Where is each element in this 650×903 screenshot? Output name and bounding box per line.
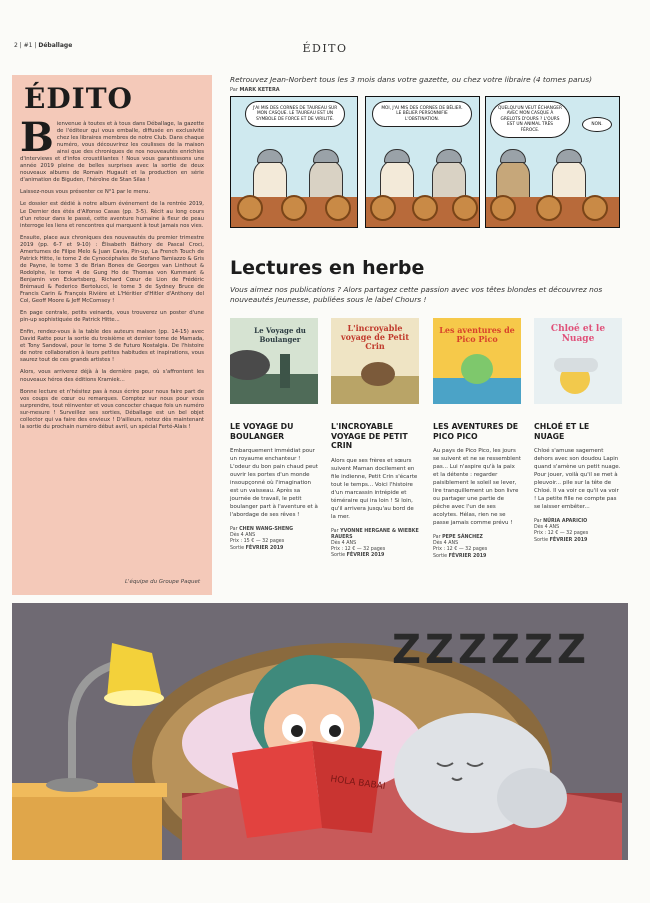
book-age: Dès 4 ANS	[230, 533, 256, 539]
book-title: L'INCROYABLE VOYAGE DE PETIT CRIN	[331, 422, 408, 450]
illustration-art	[12, 603, 628, 860]
book-release: FÉVRIER 2019	[549, 537, 588, 543]
edito-paragraph: Alors, vous arriverez déjà à la dernière page, où s'affrontent les nouveaux héros des éditions Kramiek...	[20, 369, 204, 383]
edito-box	[12, 75, 212, 595]
horned-helmet-icon	[313, 149, 339, 163]
book-meta: Par CHEN WANG-SHENG Dès 4 ANS Prix : 15 € — 32 pages Sortie FÉVRIER 2019	[230, 527, 318, 552]
cover-title: Chloé et le Nuage	[550, 324, 606, 344]
book-cover-text: HOLA BABAI	[329, 774, 386, 793]
strip-author: MARK KETERA	[239, 87, 280, 93]
horned-helmet-icon	[556, 149, 582, 163]
horned-helmet-icon	[257, 149, 283, 163]
edito-paragraph: Enfin, rendez-vous à la table des auteurs maison (pp. 14-15) avec David Ratte pour la sortie du troisième et dernier tome de Mamada, et Tony Sandoval, pour le tome 3 de Futuro Nostalgia. De l'histoire de notre collaboration à leurs petites habitudes et inspirations, vous saurez tout de ces grands artistes !	[20, 329, 204, 364]
speech-bubble: MOI, J'AI MIS DES CORNES DE BÉLIER. LE BÉLIER PERSONNIFIE L'OBSTINATION.	[372, 101, 472, 127]
cover-title: L'incroyable voyage de Petit Crin	[340, 323, 410, 351]
shield-icon	[452, 195, 478, 221]
book-price: Prix : 15 € — 32 pages	[230, 539, 285, 545]
book-cover	[433, 318, 521, 404]
book-price: Prix : 12 € — 32 pages	[433, 547, 488, 553]
speech-bubble: J'AI MIS DES CORNES DE TAUREAU SUR MON CASQUE. LE TAUREAU EST UN SYMBOLE DE FORCE ET DE VIRILITÉ.	[245, 101, 345, 127]
strip-intro: Retrouvez Jean-Norbert tous les 3 mois dans votre gazette, ou chez votre libraire (4 tomes parus)	[230, 75, 592, 84]
book-card	[433, 318, 521, 560]
cover-title: Les aventures de Pico Pico	[439, 325, 515, 344]
cloud-icon	[554, 358, 598, 372]
edito-paragraph: Bienvenue à toutes et à tous dans Déballage, la gazette de l'éditeur qui vous emballe, diffusée en exclusivité chez les libraires membres de notre Club. Dans chaque numéro, vous découvrirez les coulisses de la maison ainsi que des chroniques de nos nouveautés enrichies d'interviews et d'infos croustillantes ! Nous vous garantissons une année 2019 pleine de belles surprises avec la sortie de deux nouveaux albums de Romain Hugault et la production en série d'animation de Biguden, l'héroïne de Stan Silas !	[20, 114, 204, 184]
comic-panel-2	[365, 96, 480, 228]
edito-text	[20, 114, 204, 431]
sleep-zzz-text: ZZZZZZ	[392, 627, 591, 673]
shield-icon	[325, 195, 351, 221]
boar-icon	[361, 362, 395, 386]
edito-paragraph: Laissez-nous vous présenter ce N°1 par le menu.	[20, 189, 151, 196]
shield-icon	[281, 195, 307, 221]
magazine-name: Déballage	[38, 42, 73, 49]
edito-paragraph: Ensuite, place aux chroniques des nouveautés du premier trimestre 2019 (pp. 6-7 et 9-10) : Élisabeth Báthory de Pascal Croci, Amertumes de Filipe Melo & Juan Cavia, Pin-up, La French Touch de Patrick Hitte, le tome 2 de Cynocéphales de Stefano Tamiazzo & Gris de Payne, le tome 3 de Brian Bones de Georges van Linthout & Rodolphe, le tome 4 de Gung Ho de Thomas von Kummant & Benjamin von Eckartsberg, Richard Cœur de Lion de Frédéric Brémaud & Federico Bertolucci, le tome 3 de Sydney Bruce de Francis Carin & François Rivière et L'Héritier d'Hitler d'Anthony del Col, Geoff Moore & Jeff McComsey !	[20, 234, 204, 305]
cover-title: Le Voyage du Boulanger	[254, 326, 306, 344]
book-age: Dès 4 ANS	[331, 540, 357, 546]
book-meta: Par PEPE SÁNCHEZ Dès 4 ANS Prix : 12 € — 32 pages Sortie FÉVRIER 2019	[433, 535, 521, 560]
edito-paragraph: Bonne lecture et n'hésitez pas à nous écrire pour nous faire part de vos coups de cœur ou remarques. Comptez sur nous pour vous surprendre, tout réinventer et vous concocter chaque fois un numéro sur-mesure ! Surveillez ses sorties, Déballage est un bel objet collector qui va faire des envieux ! D'ailleurs, notez dès maintenant la sortie du prochain numéro début avril, un spécial Ferté-Alais !	[20, 388, 204, 430]
shield-icon	[412, 195, 438, 221]
pico-character-icon	[461, 354, 493, 384]
book-description: Alors que ses frères et sœurs suivent Maman docilement en file indienne, Petit Crin s'écarte tout le temps... Voici l'histoire d'un marcassin intrépide et téméraire qui ira loin ! Si loin, qu'il arrivera jusqu'au bord de la mer.	[331, 457, 418, 520]
book-description: Embarquement immédiat pour un royaume enchanteur ! L'odeur du bon pain chaud peut ouvrir les portes d'un monde insoupçonné où l'imagination est un vaisseau. Après sa journée de travail, le petit boulanger part à l'aventure et à l'abordage de ses rêves !	[230, 448, 318, 518]
book-meta: Par YVONNE HERGANE & WIEBKE RAUERS Dès 4 ANS Prix : 12 € — 32 pages Sortie FÉVRIER 2019	[331, 528, 419, 559]
book-release: FÉVRIER 2019	[448, 553, 487, 559]
shield-icon	[536, 195, 562, 221]
book-cover	[331, 318, 419, 404]
book-price: Prix : 12 € — 32 pages	[534, 531, 589, 537]
edito-signature: L'équipe du Groupe Paquet	[124, 579, 200, 585]
speech-bubble: NON.	[582, 117, 612, 132]
shield-icon	[490, 195, 516, 221]
book-description: Chloé s'amuse sagement dehors avec son doudou Lapin quand s'amène un petit nuage. Pour jouer, voilà qu'il se met à pleuvoir... pile sur la tête de Chloé. Il va voir ce qu'il va voir ! La petite fille ne compte pas se laisser embêter...	[534, 448, 621, 510]
book-age: Dès 4 ANS	[534, 525, 560, 531]
book-author: CHEN WANG-SHENG	[239, 527, 294, 532]
book-author: YVONNE HERGANE & WIEBKE RAUERS	[331, 528, 419, 540]
book-release: FÉVRIER 2019	[346, 553, 385, 559]
book-description: Au pays de Pico Pico, les jours se suivent et ne se ressemblent pas... Lui n'aspire qu'à la paix et la détente : regarder paisiblement le soleil se lever, lire tranquillement un bon livre ou partager une partie de pêche avec l'un de ses acolytes. Hélas, rien ne se passe jamais comme prévu !	[433, 448, 521, 526]
horned-helmet-icon	[384, 149, 410, 163]
tower-icon	[280, 354, 290, 388]
section-heading: Lectures en herbe	[230, 257, 425, 279]
edito-paragraph: Le dossier est dédié à notre album événement de la rentrée 2019, Le Dernier des étés d'Alfonso Casas (pp. 3-5). Récit au long cours d'un retour dans le passé, cette aventure humaine à fleur de peau interroge les liens et rencontres qui marquent à tout jamais nos vies.	[20, 201, 204, 229]
book-author: PEPE SÁNCHEZ	[442, 535, 483, 540]
book-title: LES AVENTURES DE PICO PICO	[433, 422, 519, 441]
comic-panel-3	[485, 96, 620, 228]
book-title: CHLOÉ ET LE NUAGE	[534, 422, 590, 441]
red-book-icon	[232, 741, 386, 838]
comic-panel-1	[230, 96, 358, 228]
section-title: ÉDITO	[302, 42, 348, 55]
book-card	[331, 318, 419, 560]
book-title: LE VOYAGE DU BOULANGER	[230, 422, 294, 441]
shield-icon	[237, 195, 263, 221]
book-release: FÉVRIER 2019	[245, 545, 284, 551]
drop-cap: B	[20, 114, 54, 161]
shield-icon	[370, 195, 396, 221]
book-card	[230, 318, 318, 552]
page-ref: 2 | #1 |	[14, 42, 37, 49]
horned-helmet-icon	[436, 149, 462, 163]
book-author: NÚRIA APARICIO	[543, 519, 588, 524]
strip-credit: Par MARK KETERA	[230, 87, 280, 93]
edito-paragraph: En page centrale, petits veinards, vous trouverez un poster d'une pin-up sophistiquée de Patrick Hitte...	[20, 310, 204, 324]
book-card	[534, 318, 622, 544]
shield-icon	[582, 195, 608, 221]
edito-title: ÉDITO	[24, 82, 133, 115]
speech-bubble: QUELQU'UN VEUT ÉCHANGER AVEC MON CASQUE À GRELOTS D'OURS ? L'OURS EST UN ANIMAL TRÈS FÉROCE.	[490, 101, 570, 138]
book-price: Prix : 12 € — 32 pages	[331, 547, 386, 553]
book-cover	[534, 318, 622, 404]
book-cover	[230, 318, 318, 404]
bear-helmet-icon	[500, 149, 526, 163]
section-intro: Vous aimez nos publications ? Alors partagez cette passion avec vos têtes blondes et découvrez nos nouveautés Jeunesse, publiées sous le label Chours !	[230, 285, 603, 304]
book-meta: Par NÚRIA APARICIO Dès 4 ANS Prix : 12 € — 32 pages Sortie FÉVRIER 2019	[534, 519, 622, 544]
book-age: Dès 4 ANS	[433, 541, 459, 547]
bedtime-illustration	[12, 603, 628, 860]
